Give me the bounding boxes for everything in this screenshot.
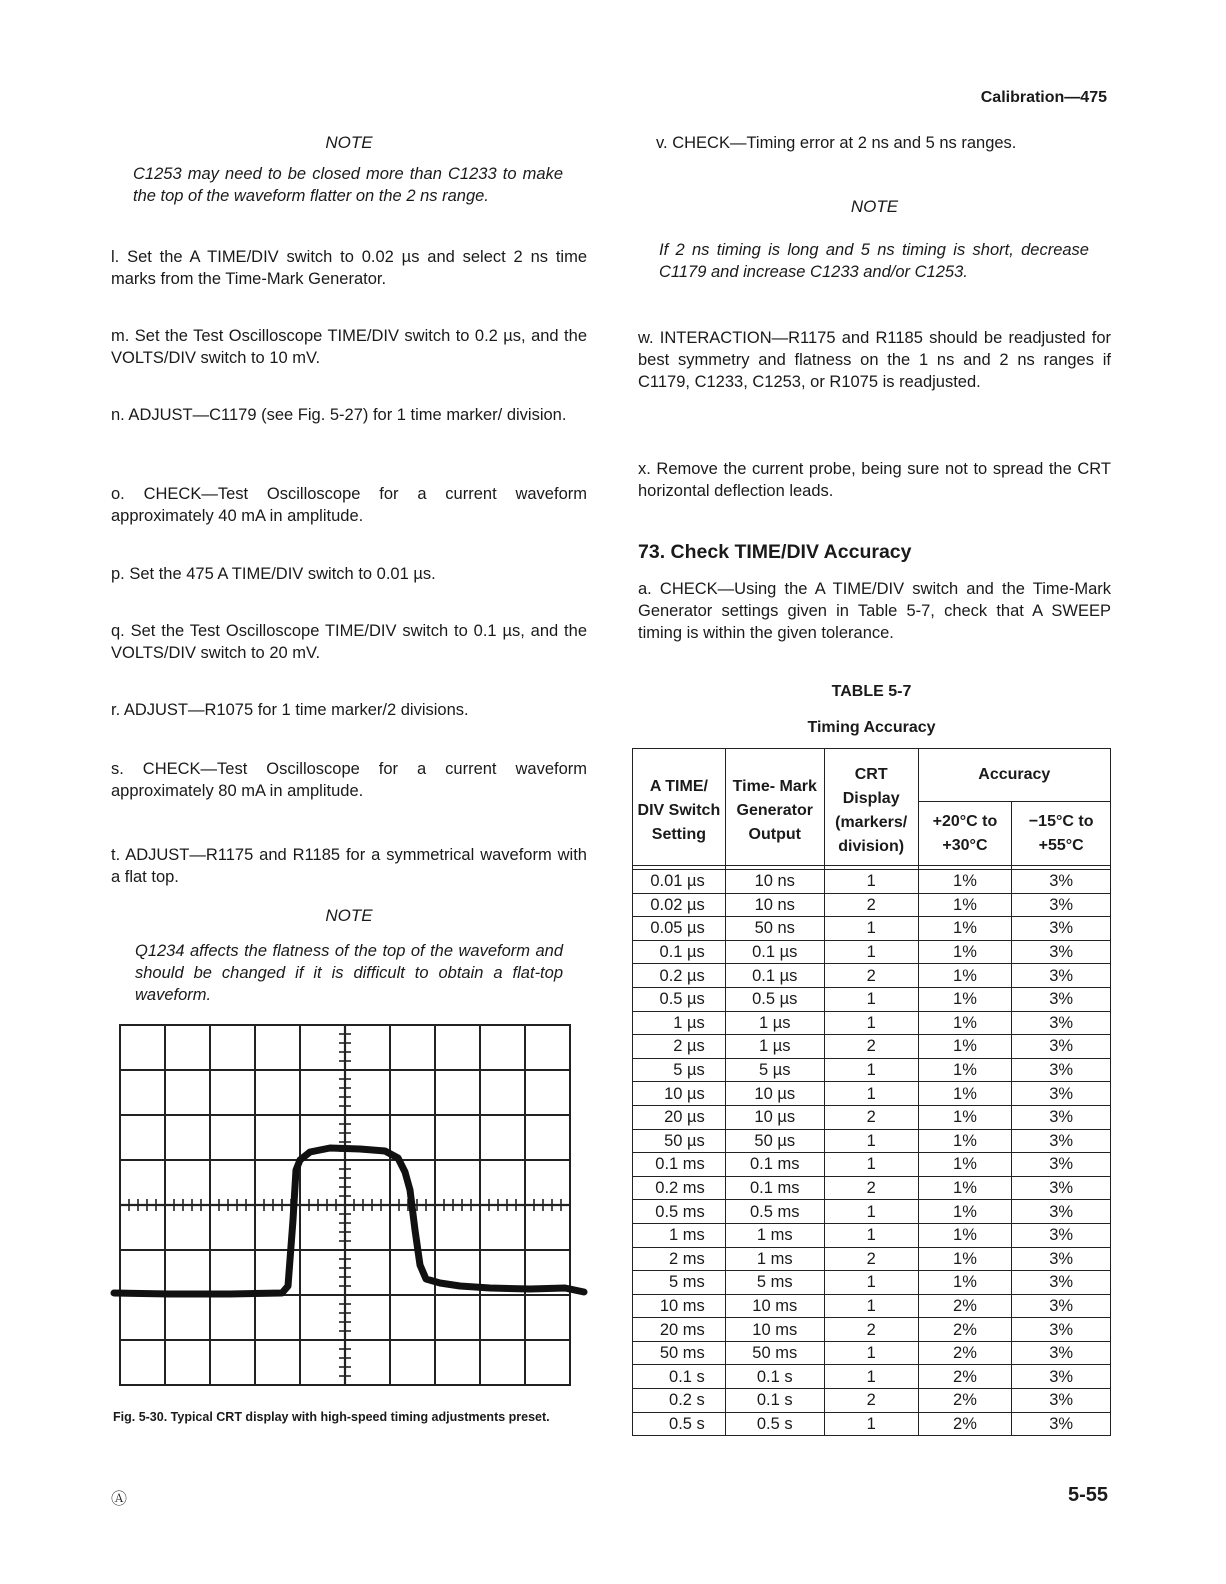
step-q: q. Set the Test Oscilloscope TIME/DIV switch to 0.1 µs, and the VOLTS/DIV switch to 20 mV.: [111, 622, 587, 662]
cell-time-mark: 5 µs: [725, 1058, 824, 1082]
cell-time-mark: 0.5 ms: [725, 1200, 824, 1224]
cell-a-time-div: 0.02 µs: [633, 893, 726, 917]
cell-accuracy-15-55: 3%: [1012, 1223, 1111, 1247]
cell-time-mark: 10 ns: [725, 870, 824, 894]
table-row: [633, 1105, 1111, 1129]
step-r: r. ADJUST—R1075 for 1 time marker/2 divisions.: [111, 701, 469, 719]
cell-time-mark: 0.1 µs: [725, 940, 824, 964]
cell-time-mark: 10 ns: [725, 893, 824, 917]
cell-a-time-div: 10 ms: [633, 1294, 726, 1318]
cell-accuracy-15-55: 3%: [1012, 1318, 1111, 1342]
cell-crt-display: 1: [824, 1058, 918, 1082]
header-accuracy-15-55: −15°C to +55°C: [1012, 802, 1111, 866]
table-row: [633, 987, 1111, 1011]
cell-a-time-div: 1 µs: [633, 1011, 726, 1035]
cell-time-mark: 0.1 ms: [725, 1153, 824, 1177]
cell-accuracy-20-30: 2%: [918, 1412, 1012, 1436]
cell-crt-display: 1: [824, 917, 918, 941]
cell-crt-display: 2: [824, 1176, 918, 1200]
table-row: [633, 1341, 1111, 1365]
cell-time-mark: 10 µs: [725, 1105, 824, 1129]
note-title: NOTE: [850, 197, 899, 216]
step-w: w. INTERACTION—R1175 and R1185 should be readjusted for best symmetry and flatness on the 1 ns and 2 ns ranges if C1179, C1233, C1253, or R1075 is readjusted.: [638, 329, 1111, 391]
table-row: [633, 1318, 1111, 1342]
cell-time-mark: 0.1 µs: [725, 964, 824, 988]
cell-a-time-div: 0.05 µs: [633, 917, 726, 941]
cell-crt-display: 2: [824, 964, 918, 988]
cell-time-mark: 1 µs: [725, 1011, 824, 1035]
cell-accuracy-15-55: 3%: [1012, 1200, 1111, 1224]
cell-crt-display: 2: [824, 1035, 918, 1059]
table-row: [633, 1011, 1111, 1035]
cell-accuracy-15-55: 3%: [1012, 893, 1111, 917]
cell-crt-display: 1: [824, 1011, 918, 1035]
cell-accuracy-20-30: 1%: [918, 1011, 1012, 1035]
table-row: [633, 1294, 1111, 1318]
cell-accuracy-15-55: 3%: [1012, 964, 1111, 988]
page-number: 5-55: [1067, 1484, 1108, 1506]
cell-accuracy-20-30: 2%: [918, 1318, 1012, 1342]
cell-crt-display: 1: [824, 940, 918, 964]
cell-time-mark: 50 ms: [725, 1341, 824, 1365]
cell-accuracy-15-55: 3%: [1012, 1247, 1111, 1271]
cell-accuracy-20-30: 1%: [918, 1223, 1012, 1247]
cell-time-mark: 50 ns: [725, 917, 824, 941]
cell-accuracy-20-30: 1%: [918, 1271, 1012, 1295]
cell-a-time-div: 1 ms: [633, 1223, 726, 1247]
note-body: If 2 ns timing is long and 5 ns timing is short, decrease C1179 and increase C1233 and/or C1253.: [659, 241, 1089, 281]
cell-accuracy-20-30: 2%: [918, 1365, 1012, 1389]
cell-time-mark: 0.5 s: [725, 1412, 824, 1436]
cell-accuracy-20-30: 2%: [918, 1341, 1012, 1365]
cell-accuracy-15-55: 3%: [1012, 1271, 1111, 1295]
step-v: v. CHECK—Timing error at 2 ns and 5 ns ranges.: [656, 134, 1017, 152]
cell-a-time-div: 20 ms: [633, 1318, 726, 1342]
note-body: C1253 may need to be closed more than C1233 to make the top of the waveform flatter on the 2 ns range.: [133, 165, 563, 205]
cell-a-time-div: 0.2 s: [633, 1389, 726, 1413]
cell-accuracy-20-30: 2%: [918, 1389, 1012, 1413]
cell-accuracy-20-30: 1%: [918, 1176, 1012, 1200]
table-row: [633, 1200, 1111, 1224]
cell-time-mark: 1 ms: [725, 1223, 824, 1247]
cell-crt-display: 1: [824, 1294, 918, 1318]
cell-a-time-div: 0.1 s: [633, 1365, 726, 1389]
cell-time-mark: 5 ms: [725, 1271, 824, 1295]
cell-accuracy-15-55: 3%: [1012, 1058, 1111, 1082]
table-row: [633, 1035, 1111, 1059]
cell-a-time-div: 0.5 µs: [633, 987, 726, 1011]
cell-accuracy-15-55: 3%: [1012, 1341, 1111, 1365]
table-row: [633, 870, 1111, 894]
cell-a-time-div: 50 µs: [633, 1129, 726, 1153]
cell-accuracy-15-55: 3%: [1012, 1389, 1111, 1413]
table-row: [633, 1058, 1111, 1082]
cell-accuracy-20-30: 2%: [918, 1294, 1012, 1318]
running-head: Calibration—475: [980, 89, 1107, 106]
header-accuracy: Accuracy: [918, 749, 1110, 802]
header-crt-display: CRT Display (markers/ division): [824, 749, 918, 866]
cell-accuracy-20-30: 1%: [918, 1247, 1012, 1271]
step-l: l. Set the A TIME/DIV switch to 0.02 µs and select 2 ns time marks from the Time-Mark Generator.: [111, 248, 587, 288]
cell-accuracy-20-30: 1%: [918, 893, 1012, 917]
cell-crt-display: 1: [824, 1365, 918, 1389]
cell-accuracy-20-30: 1%: [918, 1153, 1012, 1177]
cell-accuracy-15-55: 3%: [1012, 1035, 1111, 1059]
cell-crt-display: 1: [824, 1129, 918, 1153]
table-number: TABLE 5-7: [831, 683, 912, 700]
table-row: [633, 964, 1111, 988]
cell-crt-display: 2: [824, 1105, 918, 1129]
cell-accuracy-15-55: 3%: [1012, 1011, 1111, 1035]
cell-accuracy-15-55: 3%: [1012, 1176, 1111, 1200]
cell-crt-display: 1: [824, 1153, 918, 1177]
table-title: Timing Accuracy: [807, 719, 936, 736]
step-p: p. Set the 475 A TIME/DIV switch to 0.01 µs.: [111, 565, 436, 583]
cell-a-time-div: 20 µs: [633, 1105, 726, 1129]
cell-accuracy-20-30: 1%: [918, 1200, 1012, 1224]
header-accuracy-20-30: +20°C to +30°C: [918, 802, 1012, 866]
crt-display-figure: [110, 1020, 590, 1390]
cell-accuracy-20-30: 1%: [918, 964, 1012, 988]
cell-accuracy-15-55: 3%: [1012, 1294, 1111, 1318]
cell-time-mark: 0.5 µs: [725, 987, 824, 1011]
table-row: [633, 1153, 1111, 1177]
cell-accuracy-15-55: 3%: [1012, 870, 1111, 894]
cell-accuracy-15-55: 3%: [1012, 917, 1111, 941]
cell-a-time-div: 5 ms: [633, 1271, 726, 1295]
cell-time-mark: 1 µs: [725, 1035, 824, 1059]
step-o: o. CHECK—Test Oscilloscope for a current waveform approximately 40 mA in amplitude.: [111, 485, 587, 525]
table-row: [633, 1176, 1111, 1200]
step-t: t. ADJUST—R1175 and R1185 for a symmetrical waveform with a flat top.: [111, 846, 587, 886]
cell-a-time-div: 0.1 ms: [633, 1153, 726, 1177]
note-body: Q1234 affects the flatness of the top of the waveform and should be changed if it is difficult to obtain a flat-top waveform.: [135, 942, 563, 1004]
cell-accuracy-15-55: 3%: [1012, 1153, 1111, 1177]
header-a-time-div: A TIME/ DIV Switch Setting: [633, 749, 726, 866]
cell-accuracy-15-55: 3%: [1012, 987, 1111, 1011]
cell-crt-display: 1: [824, 1223, 918, 1247]
table-row: [633, 1412, 1111, 1436]
note-title: NOTE: [325, 906, 373, 925]
step-m: m. Set the Test Oscilloscope TIME/DIV switch to 0.2 µs, and the VOLTS/DIV switch to 10 mV.: [111, 327, 587, 367]
cell-crt-display: 2: [824, 1247, 918, 1271]
table-row: [633, 1223, 1111, 1247]
cell-time-mark: 50 µs: [725, 1129, 824, 1153]
cell-a-time-div: 10 µs: [633, 1082, 726, 1106]
cell-crt-display: 1: [824, 870, 918, 894]
table-row: [633, 917, 1111, 941]
cell-time-mark: 1 ms: [725, 1247, 824, 1271]
cell-accuracy-20-30: 1%: [918, 987, 1012, 1011]
cell-crt-display: 2: [824, 893, 918, 917]
cell-a-time-div: 0.1 µs: [633, 940, 726, 964]
cell-accuracy-20-30: 1%: [918, 1105, 1012, 1129]
cell-a-time-div: 0.5 s: [633, 1412, 726, 1436]
cell-a-time-div: 5 µs: [633, 1058, 726, 1082]
timing-accuracy-table: [632, 748, 1111, 1436]
figure-caption: Fig. 5-30. Typical CRT display with high-speed timing adjustments preset.: [113, 1410, 550, 1424]
cell-accuracy-15-55: 3%: [1012, 1365, 1111, 1389]
cell-a-time-div: 0.01 µs: [633, 870, 726, 894]
cell-accuracy-15-55: 3%: [1012, 1082, 1111, 1106]
cell-time-mark: 0.1 s: [725, 1389, 824, 1413]
cell-time-mark: 0.1 ms: [725, 1176, 824, 1200]
cell-accuracy-15-55: 3%: [1012, 1129, 1111, 1153]
table-row: [633, 893, 1111, 917]
cell-time-mark: 10 ms: [725, 1294, 824, 1318]
cell-a-time-div: 2 µs: [633, 1035, 726, 1059]
section-title: 73. Check TIME/DIV Accuracy: [638, 541, 912, 563]
cell-accuracy-20-30: 1%: [918, 870, 1012, 894]
cell-time-mark: 10 ms: [725, 1318, 824, 1342]
table-row: [633, 1271, 1111, 1295]
cell-crt-display: 1: [824, 1341, 918, 1365]
cell-a-time-div: 0.5 ms: [633, 1200, 726, 1224]
table-row: [633, 1129, 1111, 1153]
cell-accuracy-20-30: 1%: [918, 1058, 1012, 1082]
cell-time-mark: 0.1 s: [725, 1365, 824, 1389]
cell-accuracy-15-55: 3%: [1012, 940, 1111, 964]
cell-accuracy-20-30: 1%: [918, 940, 1012, 964]
cell-accuracy-15-55: 3%: [1012, 1412, 1111, 1436]
crt-waveform-trace: [114, 1148, 584, 1294]
cell-time-mark: 10 µs: [725, 1082, 824, 1106]
cell-a-time-div: 50 ms: [633, 1341, 726, 1365]
cell-crt-display: 1: [824, 1271, 918, 1295]
table-row: [633, 1247, 1111, 1271]
step-x: x. Remove the current probe, being sure not to spread the CRT horizontal deflection leads.: [638, 460, 1111, 500]
cell-accuracy-15-55: 3%: [1012, 1105, 1111, 1129]
cell-accuracy-20-30: 1%: [918, 1129, 1012, 1153]
cell-crt-display: 1: [824, 1082, 918, 1106]
cell-crt-display: 2: [824, 1318, 918, 1342]
cell-a-time-div: 0.2 µs: [633, 964, 726, 988]
table-row: [633, 1082, 1111, 1106]
step-s: s. CHECK—Test Oscilloscope for a current waveform approximately 80 mA in amplitude.: [111, 760, 587, 800]
table-row: [633, 1365, 1111, 1389]
cell-accuracy-20-30: 1%: [918, 1082, 1012, 1106]
table-row: [633, 940, 1111, 964]
note-title: NOTE: [325, 133, 373, 152]
header-time-mark: Time- Mark Generator Output: [725, 749, 824, 866]
cell-accuracy-20-30: 1%: [918, 917, 1012, 941]
cell-crt-display: 1: [824, 1200, 918, 1224]
cell-crt-display: 1: [824, 987, 918, 1011]
cell-crt-display: 2: [824, 1389, 918, 1413]
cell-accuracy-20-30: 1%: [918, 1035, 1012, 1059]
table-row: [633, 1389, 1111, 1413]
cell-crt-display: 1: [824, 1412, 918, 1436]
cell-a-time-div: 0.2 ms: [633, 1176, 726, 1200]
manufacturer-logo: Ⓐ: [111, 1491, 128, 1508]
cell-a-time-div: 2 ms: [633, 1247, 726, 1271]
step-n: n. ADJUST—C1179 (see Fig. 5-27) for 1 time marker/ division.: [111, 406, 567, 424]
step-a: a. CHECK—Using the A TIME/DIV switch and the Time-Mark Generator settings given in Table 5-7, check that A SWEEP timing is within the given tolerance.: [638, 580, 1111, 642]
